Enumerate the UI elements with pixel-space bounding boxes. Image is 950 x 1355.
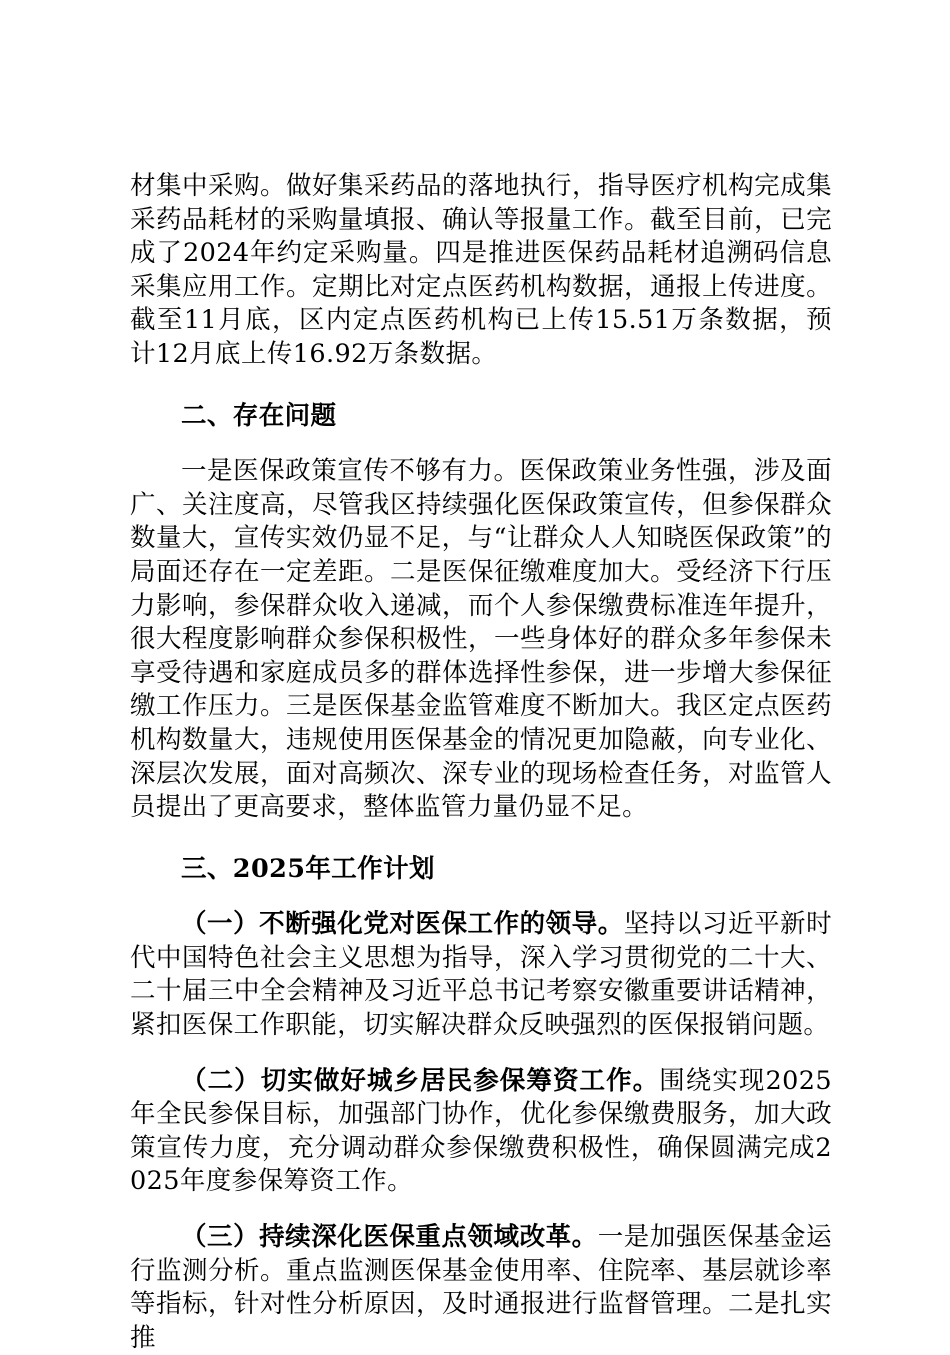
plan-item-3-lead: （三）持续深化医保重点领域改革。 (181, 1222, 598, 1253)
plan-item-3-text: 一是加强医保基金运行监测分析。重点监测医保基金使用率、住院率、基层就诊率等指标，针对性分析原因，及时通报进行监督管理。二是扎实推 (130, 1222, 832, 1353)
plan-item-3 (130, 1221, 832, 1355)
section-heading-plan-2025: 三、2025年工作计划 (181, 853, 435, 884)
plan-item-1 (130, 908, 832, 1042)
plan-item-2-lead: （二）切实做好城乡居民参保筹资工作。 (181, 1065, 660, 1096)
section-heading-problems: 二、存在问题 (181, 400, 337, 431)
paragraph-continuation: 材集中采购。做好集采药品的落地执行，指导医疗机构完成集采药品耗材的采购量填报、确认等报量工作。截至目前，已完成了2024年约定采购量。四是推进医保药品耗材追溯码信息采集应用工作。定期比对定点医药机构数据，通报上传进度。截至11月底，区内定点医药机构已上传15.51万条数据，预计12月底上传16.92万条数据。 (130, 171, 832, 369)
plan-item-1-lead: （一）不断强化党对医保工作的领导。 (181, 909, 624, 940)
plan-item-2 (130, 1065, 832, 1199)
paragraph-problems: 一是医保政策宣传不够有力。医保政策业务性强，涉及面广、关注度高，尽管我区持续强化医保政策宣传，但参保群众数量大，宣传实效仍显不足，与“让群众人人知晓医保政策”的局面还存在一定差距。二是医保征缴难度加大。受经济下行压力影响，参保群众收入递减，而个人参保缴费标准连年提升，很大程度影响群众参保积极性，一些身体好的群众多年参保未享受待遇和家庭成员多的群体选择性参保，进一步增大参保征缴工作压力。三是医保基金监管难度不断加大。我区定点医药机构数量大，违规使用医保基金的情况更加隐蔽，向专业化、深层次发展，面对高频次、深专业的现场检查任务，对监管人员提出了更高要求，整体监管力量仍显不足。 (130, 456, 832, 823)
plan-item-1-text: 坚持以习近平新时代中国特色社会主义思想为指导，深入学习贯彻党的二十大、二十届三中全会精神及习近平总书记考察安徽重要讲话精神，紧扣医保工作职能，切实解决群众反映强烈的医保报销问题。 (130, 909, 832, 1041)
plan-item-2-text: 围绕实现2025年全民参保目标，加强部门协作，优化参保缴费服务，加大政策宣传力度，充分调动群众参保缴费积极性，确保圆满完成2025年度参保筹资工作。 (130, 1065, 832, 1197)
